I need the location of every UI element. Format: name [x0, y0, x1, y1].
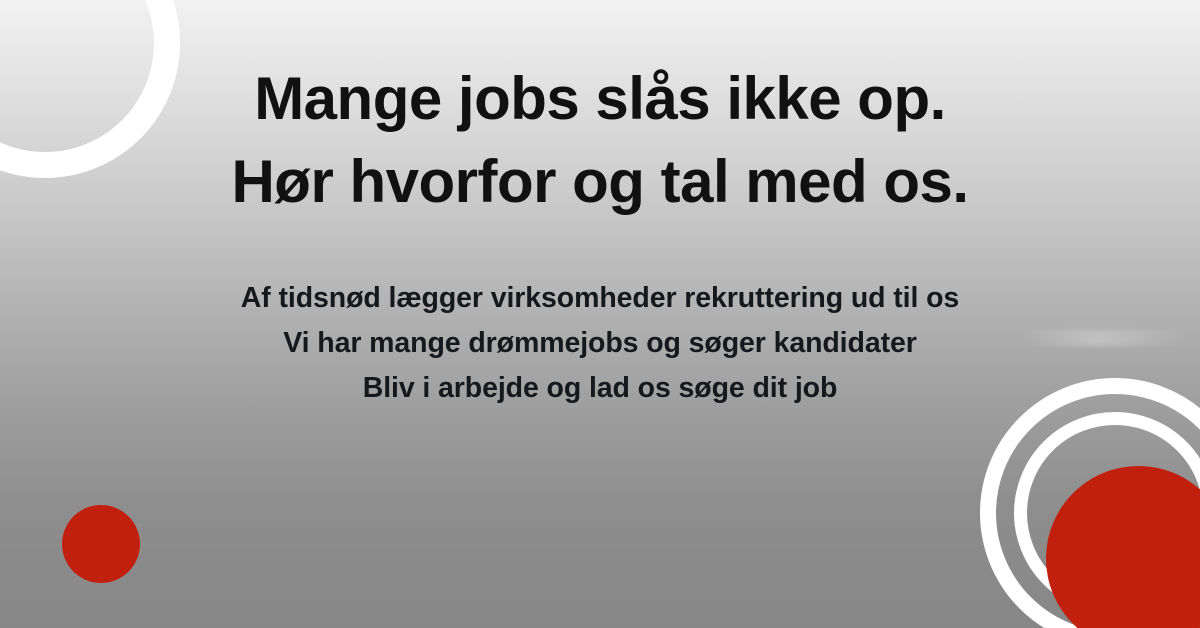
headline-line-2: Hør hvorfor og tal med os.: [231, 147, 969, 215]
headline: [231, 58, 968, 224]
subheadline-line-3: Bliv i arbejde og lad os søge dit job: [362, 371, 838, 404]
subheadline: [241, 276, 959, 411]
headline-line-1: Mange jobs slås ikke op.: [254, 65, 946, 132]
subheadline-line-1: Af tidsnød lægger virksomheder rekruttering ud til os: [240, 281, 960, 314]
subheadline-line-2: Vi har mange drømmejobs og søger kandidater: [283, 326, 917, 359]
